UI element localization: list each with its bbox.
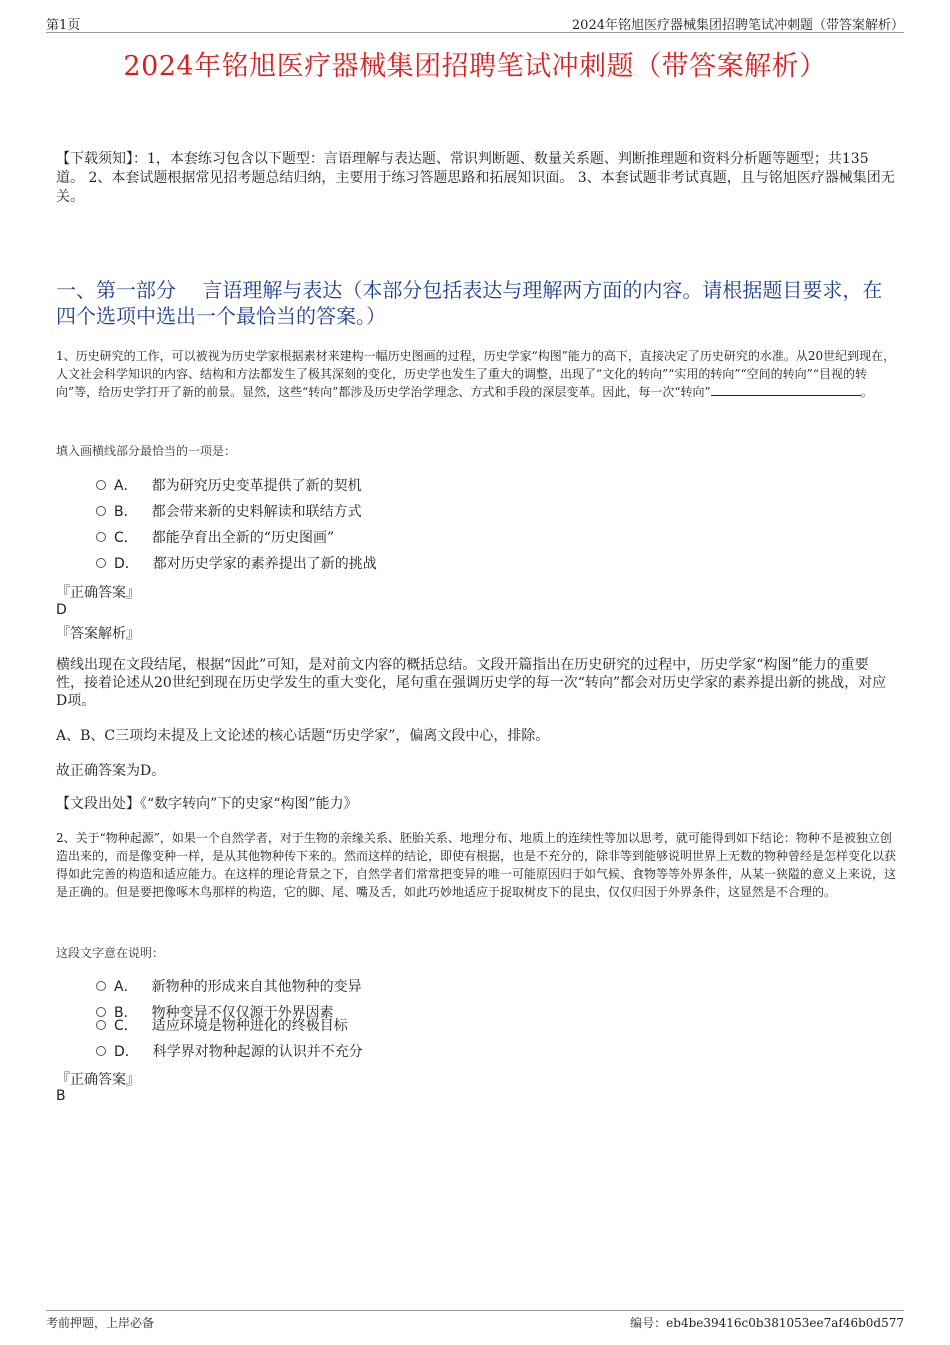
page-number: 第1页 xyxy=(46,18,81,33)
radio-icon[interactable] xyxy=(96,1046,106,1056)
radio-icon[interactable] xyxy=(96,506,106,516)
q2-answer-label: 『正确答案』 xyxy=(56,1072,140,1088)
radio-icon[interactable] xyxy=(96,532,106,542)
question-1-prompt: 填入画横线部分最恰当的一项是： xyxy=(56,444,237,458)
q2-option-a[interactable]: A． 新物种的形成来自其他物种的变异 xyxy=(96,977,362,997)
answer-blank xyxy=(711,383,861,396)
radio-icon[interactable] xyxy=(96,1020,106,1030)
question-2-stem: 2、关于“物种起源”，如果一个自然学者，对于生物的亲缘关系、胚胎关系、地理分布、地质上的连续性等加以思考，就可能得到如下结论：物种不是被独立创造出来的，而是像变种一样，是从其他物种传下来的。然而这样的结论，即使有根据，也是不充分的，除非等到能够说明世界上无数的物种曾经是怎样变化以获得如此完善的构造和适应能力。在这样的理论背景之下，自然学者们常常把变异的唯一可能原因归于如气候、食物等等外界条件，从某一狭隘的意义上来说，这是正确的。但是要把像啄木鸟那样的构造，它的脚、尾、嘴及舌，如此巧妙地适应于捉取树皮下的昆虫，仅仅归因于外界条件，这显然是不合理的。 xyxy=(56,831,897,899)
q1-option-a[interactable]: A． 都为研究历史变革提供了新的契机 xyxy=(96,476,362,496)
question-1-stem: 1、历史研究的工作，可以被视为历史学家根据素材来建构一幅历史图画的过程，历史学家“构图”能力的高下，直接决定了历史研究的水准。从20世纪到现在，人文社会科学知识的内容、结构和方法都发生了极其深刻的变化，历史学也发生了重大的调整，出现了“文化的转向”“实用的转向”“空间的转向”“目视的转向”等，给历史学打开了新的前景。显然，这些“转向”都涉及历史学治学理念、方式和手段的深层变革。因此，每一次“转向” 。 xyxy=(56,349,896,399)
q2-option-b[interactable]: B． 物种变异不仅仅源于外界因素 xyxy=(96,1003,334,1023)
footer-code: 编号：eb4be39416c0b381053ee7af46b0d577 xyxy=(630,1316,904,1330)
running-title: 2024年铭旭医疗器械集团招聘笔试冲刺题（带答案解析） xyxy=(571,18,904,33)
q1-analysis-paragraph-3: 故正确答案为D。 xyxy=(56,763,166,779)
footer-slogan: 考前押题，上岸必备 xyxy=(46,1316,155,1330)
radio-icon[interactable] xyxy=(96,558,106,568)
q2-answer: B xyxy=(56,1088,66,1104)
header-divider xyxy=(46,32,904,33)
q1-analysis-paragraph-2: A、B、C三项均未提及上文论述的核心话题“历史学家”，偏离文段中心，排除。 xyxy=(56,728,550,744)
footer-divider xyxy=(46,1310,904,1311)
q1-answer: D xyxy=(56,602,67,618)
radio-icon[interactable] xyxy=(96,480,106,490)
q1-answer-label: 『正确答案』 xyxy=(56,585,140,601)
q2-option-c[interactable]: C． 适应环境是物种进化的终极目标 xyxy=(96,1016,348,1036)
q1-option-b[interactable]: B． 都会带来新的史料解读和联结方式 xyxy=(96,502,362,522)
question-2-prompt: 这段文字意在说明： xyxy=(56,946,165,960)
q2-option-d[interactable]: D． 科学界对物种起源的认识并不充分 xyxy=(96,1042,363,1062)
q1-analysis-paragraph-1: 横线出现在文段结尾，根据“因此”可知，是对前文内容的概括总结。文段开篇指出在历史研究的过程中，历史学家“构图”能力的重要性，接着论述从20世纪到现在历史学发生的重大变化，尾句重在强调历史学的每一次“转向”都会对历史学家的素养提出新的挑战，对应D项。 xyxy=(56,657,887,709)
q1-option-c[interactable]: C． 都能孕育出全新的“历史图画” xyxy=(96,528,334,548)
q1-option-d[interactable]: D． 都对历史学家的素养提出了新的挑战 xyxy=(96,554,377,574)
download-notice: 【下载须知】：1，本套练习包含以下题型：言语理解与表达题、常识判断题、数量关系题、判断推理题和资料分析题等题型；共135道。 2、本套试题根据常见招考题总结归纳，主要用于练习答题思路和拓展知识面。 3、本套试题非考试真题，且与铭旭医疗器械集团无关。 xyxy=(56,151,895,205)
section-heading: 一、第一部分 言语理解与表达（本部分包括表达与理解两方面的内容。请根据题目要求，在四个选项中选出一个最恰当的答案。） xyxy=(56,278,883,328)
radio-icon[interactable] xyxy=(96,981,106,991)
document-title: 2024年铭旭医疗器械集团招聘笔试冲刺题（带答案解析） xyxy=(123,51,827,82)
q1-analysis-label: 『答案解析』 xyxy=(56,626,140,642)
q1-source: 【文段出处】《“数字转向”下的史家“构图”能力》 xyxy=(56,796,358,812)
